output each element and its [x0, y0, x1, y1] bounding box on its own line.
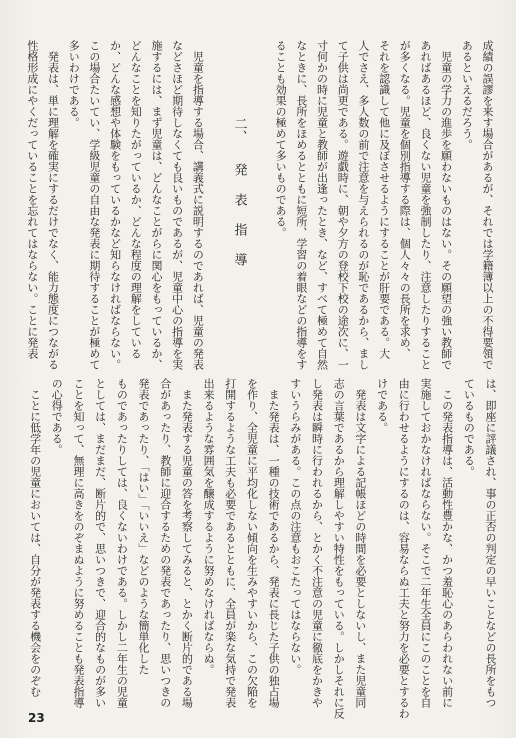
text-column-line: あればあるほど、良くない児童を強制したり、注意したりすること	[418, 40, 432, 370]
lower-text-block	[24, 378, 501, 723]
upper-text-block	[21, 40, 497, 382]
text-column-line: が多くなる。児童を個別指導する際は、個人々々の長所を求め、	[398, 40, 412, 359]
text-column-line: けである。	[375, 378, 389, 433]
text-column-line: どんなことを知りたがっているか、どんな程度の理解をしている	[129, 40, 143, 359]
text-column-line: 寸何かの時に児童と教師が出逢ったとき、など、すべて極めて自然	[315, 40, 329, 370]
text-column-line: なときに、長所をほめるとともに短所、学習の着眼などの指導をす	[294, 40, 308, 370]
text-column-line: 出来るような雰囲気を醸成するように努めなければならぬ。	[202, 378, 216, 675]
text-column-line: としては、まだまだ、断片的で、思いつきで、迎合的なものが多い	[93, 378, 107, 708]
text-column-line: 志の言葉であるから理解しやすい特性をもっている。しかしそれに反	[332, 378, 346, 719]
text-column-line: ものであったりしては、良くないわけである。しかし二年生の児童	[115, 378, 129, 708]
text-column-line: また発表する児童の答を考察してみると、とかく断片的である場	[180, 378, 194, 708]
text-column-line: 施するには、まず児童は、どんなことがらに関心をもっているか、	[149, 40, 163, 370]
text-column-line: ことに低学年の児童においては、自分が発表する機会をのぞむ	[28, 378, 42, 697]
text-column-line: 由に行わせるようにするのは、容易ならぬ工夫と努力を必要とするわ	[397, 378, 411, 719]
text-column-line: 多いわけである。	[67, 40, 81, 128]
text-column-line: 性格形成にやくだっていることを忘れてはならない。ことに発表	[25, 40, 39, 359]
text-column-line: の心得である。	[50, 378, 64, 455]
text-column-line: 人でさえ、多人数の前で注意を与えられるのが恥であるから、まし	[356, 40, 370, 370]
text-column-line: 成績の誤謬を来す場合があるが、それでは学籍簿以上の不得要領で	[481, 40, 494, 370]
text-column-line: 実施しておかなければならない。そこで二年生全員にこのことを自	[418, 378, 432, 708]
text-column-line: 発表は文字による記帳ほどの時間を必要としないし、また児童同	[353, 378, 367, 708]
text-column-line: それを認識して他に及ぼさせるようにすることが肝要である。大	[377, 40, 391, 359]
text-column-line: か、どんな感想や体験をもっているかなど知らなければならない。	[108, 40, 122, 370]
text-column-line: 児童を指導する場合、講義式に説明するのであれば、児童の発表	[191, 40, 205, 370]
text-column-line: し発表は瞬時に行われるから、とかく不注意の児童に徹底をかきや	[310, 378, 324, 708]
text-column-line: 発表は、単に理解を確実にするだけでなく、能力態度につながる	[46, 40, 60, 370]
page-number: 23	[28, 711, 45, 725]
text-column-line: この発表指導は、活動性豊かな、かつ羞恥心のあらわれない前に	[440, 378, 454, 708]
text-column-line: すいうらみがある。この点の注意もおこたってはならない。	[288, 378, 302, 675]
text-column-line: ているものである。	[462, 378, 476, 477]
section-heading	[207, 40, 269, 382]
section-title: 発表指導	[231, 163, 247, 283]
text-column-line: 発表であったり、「はい」「いいえ」などのような簡単化した	[137, 378, 150, 675]
text-column-line: ことを知って、無理に高きをのぞまぬように努めることも発表指導	[71, 378, 85, 708]
text-column-line: を作り、全児童に平均化しない傾向を生みやすいから、この欠陥を	[245, 378, 259, 708]
text-column-line: また発表は、一種の技術であるから、発表に長じた子供の独占場	[267, 378, 281, 708]
section-number: 二、	[231, 117, 247, 143]
text-column-line: て子供は尚更である。遊戯時に、朝や夕方の登校下校の途次に、一	[336, 40, 350, 370]
text-column-line: この場合たいてい、学級児童の自由な発表に期待することが極めて	[87, 40, 101, 370]
text-column-line: ることも効果の極めて多いものである。	[274, 40, 288, 238]
text-column-line: あるといえるだろう。	[460, 40, 474, 150]
text-column-line: 合があったり、教師に迎合するための発表であったり、思いつきの	[158, 378, 172, 708]
text-column-line: 打開するような工夫も必要であるとともに、全員が楽な気持で発表	[223, 378, 237, 708]
text-column-line: などさほど期待しなくても良いものであるが、児童中心の指導を実	[170, 40, 184, 370]
text-column-line: は、即座に評議され、事の正否の判定の早いことなどの長所をもつ	[484, 378, 497, 708]
text-column-line: 児童の学力の進歩を願わないものはない。その願望の強い教師で	[439, 40, 453, 370]
